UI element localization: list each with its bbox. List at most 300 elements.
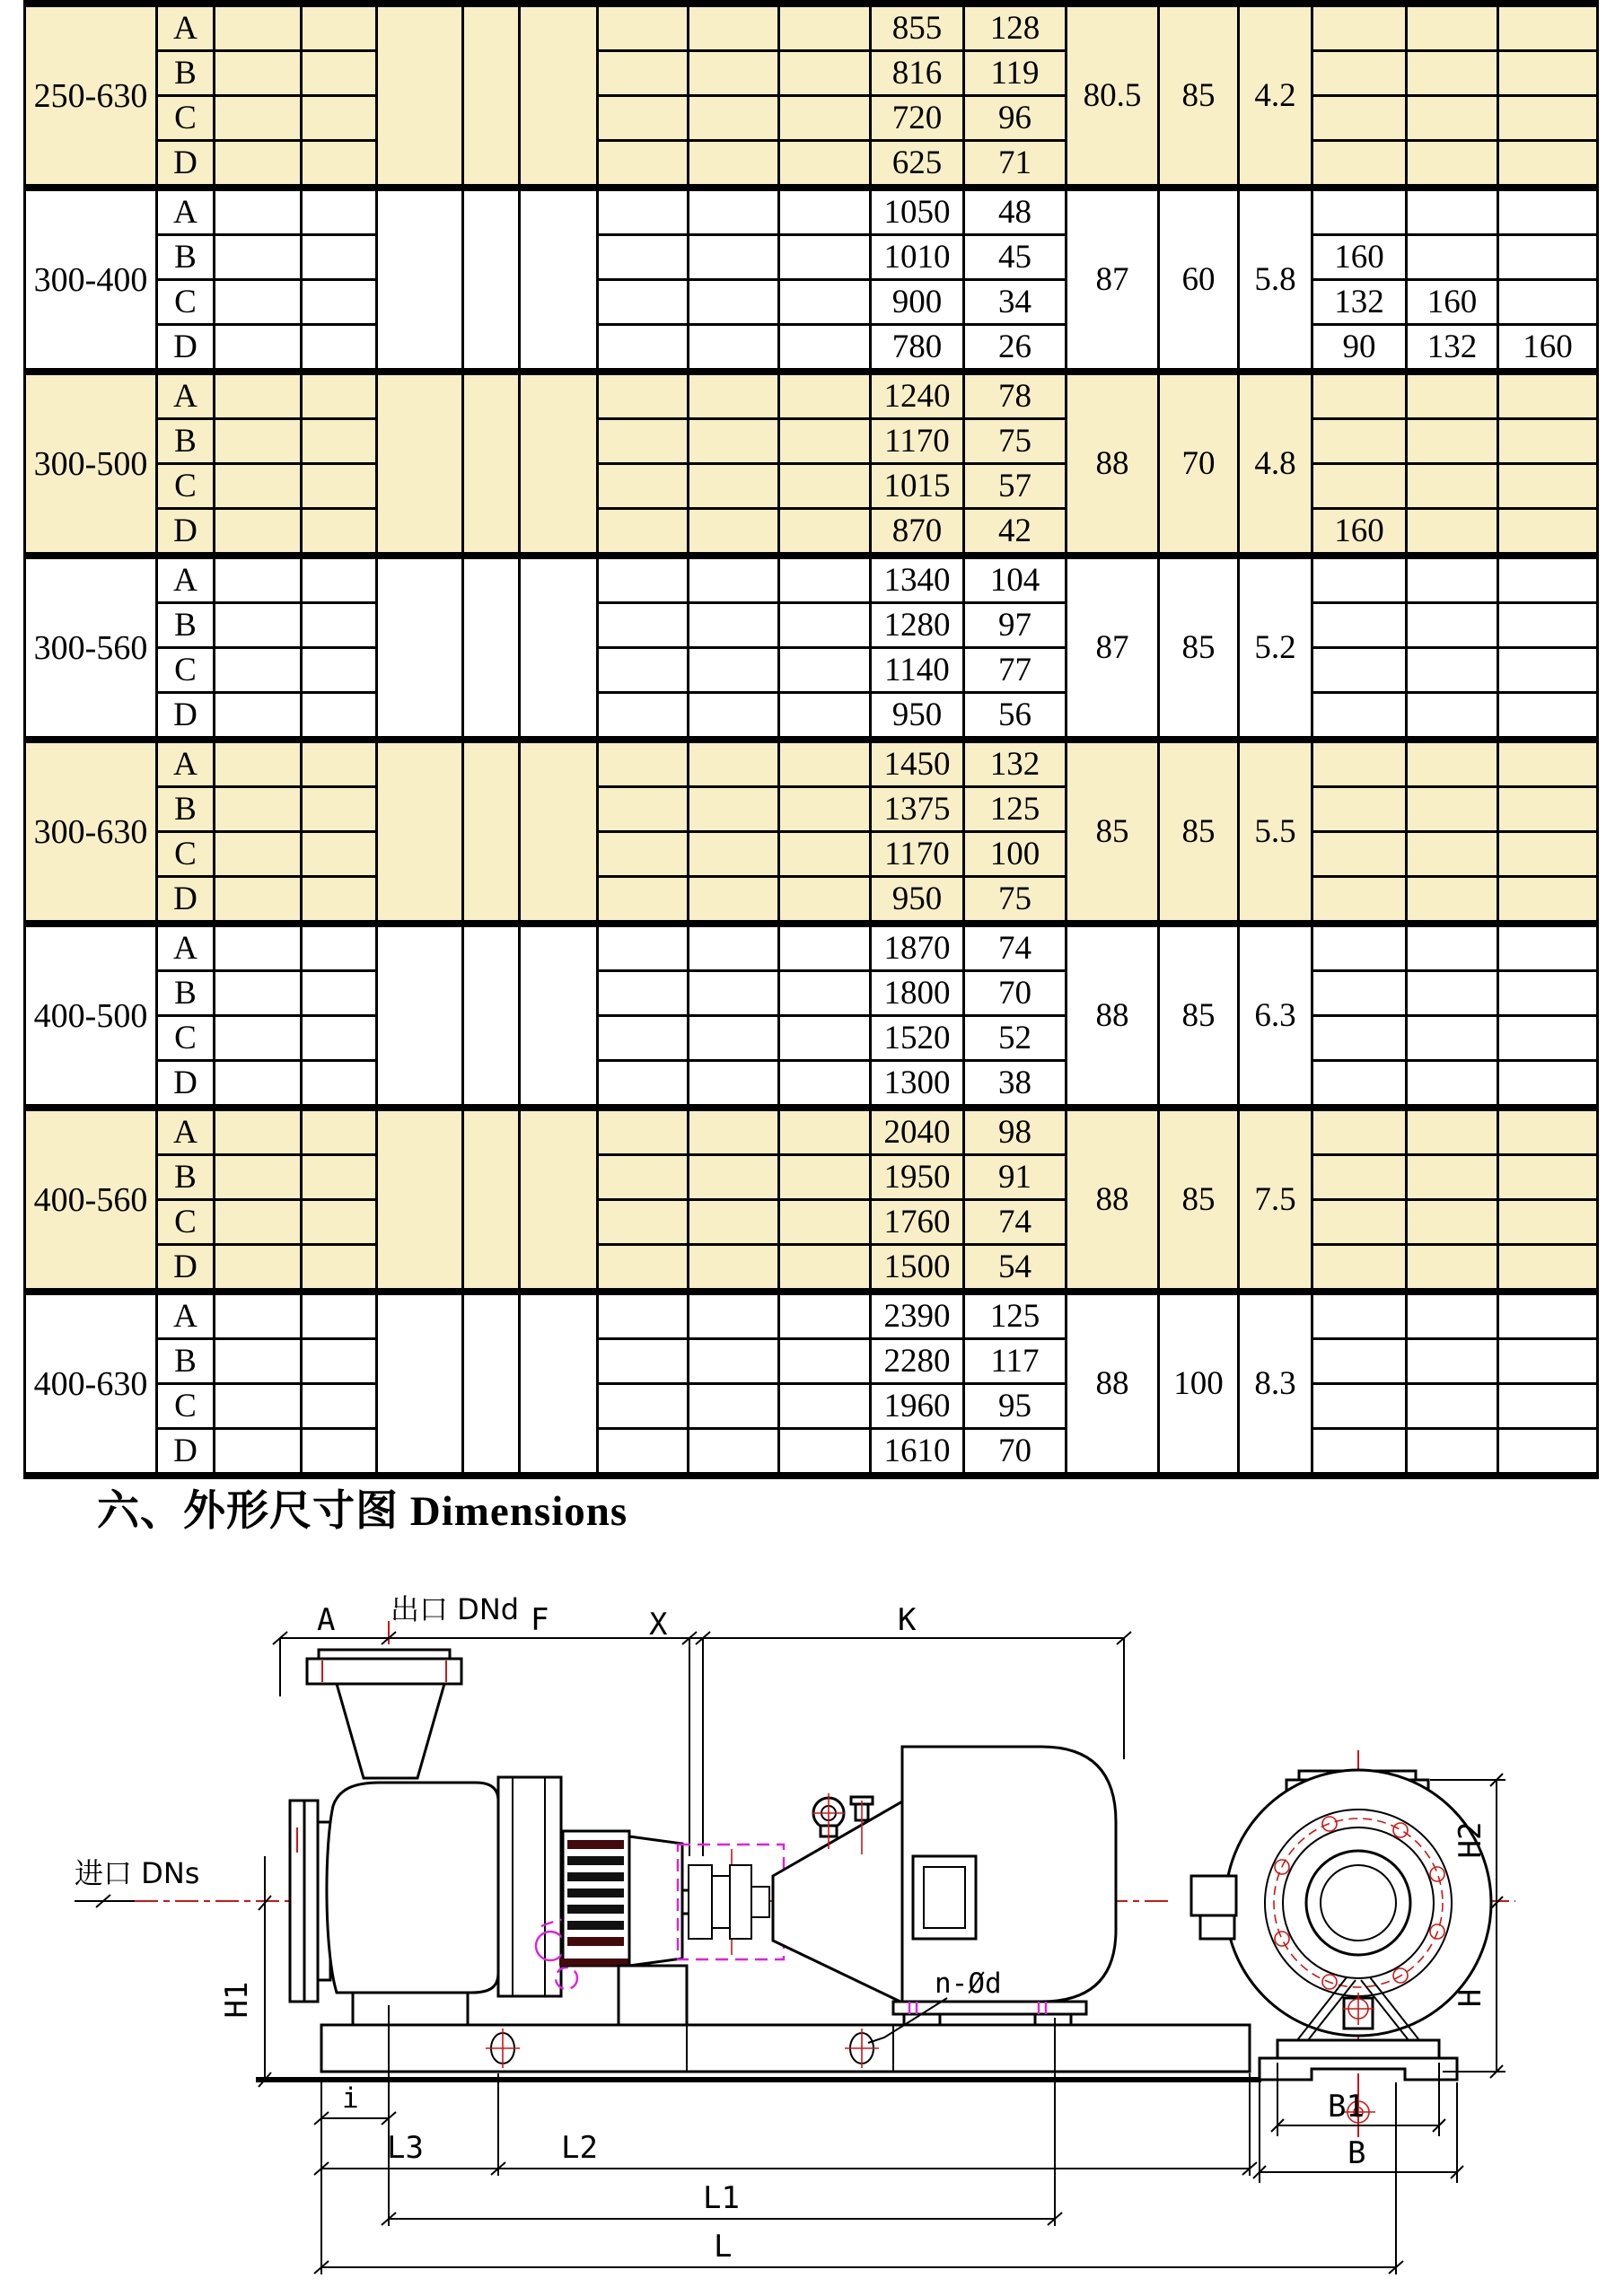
motor-value-cell <box>1312 1384 1407 1429</box>
variant-letter-cell: C <box>157 96 215 141</box>
spacer-cell <box>689 971 779 1016</box>
merged-spacer-cell <box>520 740 598 924</box>
motor-value-cell <box>1312 740 1407 787</box>
variant-letter-cell: A <box>157 1108 215 1155</box>
head-value-cell: 78 <box>964 372 1067 419</box>
spacer-cell <box>779 419 871 464</box>
head-value-cell: 45 <box>964 235 1067 280</box>
head-value-cell: 96 <box>964 96 1067 141</box>
head-value-cell: 26 <box>964 325 1067 372</box>
flow-value-cell: 1300 <box>871 1061 964 1109</box>
motor-value-cell <box>1312 141 1407 188</box>
variant-letter-cell: A <box>157 924 215 971</box>
casing-cover <box>498 1777 561 1996</box>
pump-side-view <box>290 1650 784 2025</box>
motor-value-cell <box>1498 1339 1598 1384</box>
motor-value-cell <box>1312 1429 1407 1477</box>
spacer-cell <box>215 1245 302 1293</box>
spacer-cell <box>779 924 871 971</box>
flow-value-cell: 1800 <box>871 971 964 1016</box>
model-cell: 400-560 <box>25 1108 157 1292</box>
table-row <box>25 51 1598 96</box>
flow-value-cell: 1240 <box>871 372 964 419</box>
spacer-cell <box>215 509 302 556</box>
spacer-cell <box>779 832 871 877</box>
group-value3-cell: 4.2 <box>1239 4 1312 188</box>
motor-value-cell <box>1498 971 1598 1016</box>
motor-value-cell <box>1312 1245 1407 1293</box>
spacer-cell <box>302 603 377 648</box>
head-value-cell: 98 <box>964 1108 1067 1155</box>
motor-value-cell <box>1407 1429 1498 1477</box>
variant-letter-cell: A <box>157 1292 215 1339</box>
spacer-cell <box>215 1108 302 1155</box>
spacer-cell <box>215 419 302 464</box>
spacer-cell <box>302 924 377 971</box>
dimensions-diagram <box>49 1587 1611 2296</box>
head-value-cell: 34 <box>964 280 1067 325</box>
motor-value-cell <box>1312 1155 1407 1200</box>
group-value2-cell: 85 <box>1159 740 1239 924</box>
table-row <box>25 556 1598 603</box>
spacer-cell <box>215 1200 302 1245</box>
spacer-cell <box>779 1061 871 1109</box>
variant-letter-cell: D <box>157 141 215 188</box>
table-row <box>25 280 1598 325</box>
model-cell: 300-500 <box>25 372 157 556</box>
model-cell: 250-630 <box>25 4 157 188</box>
spacer-cell <box>302 509 377 556</box>
motor-value-cell <box>1498 96 1598 141</box>
spacer-cell <box>215 603 302 648</box>
merged-spacer-cell <box>463 740 520 924</box>
dim-label-b: B <box>1347 2135 1366 2171</box>
group-value2-cell: 100 <box>1159 1292 1239 1476</box>
bearing-bracket <box>629 1836 682 1966</box>
table-row <box>25 1061 1598 1109</box>
spacer-cell <box>598 419 689 464</box>
motor-value-cell <box>1407 188 1498 235</box>
variant-letter-cell: B <box>157 1339 215 1384</box>
group-value2-cell: 85 <box>1159 556 1239 740</box>
group-value1-cell: 88 <box>1067 924 1159 1108</box>
spacer-cell <box>302 280 377 325</box>
spacer-cell <box>779 556 871 603</box>
group-value1-cell: 88 <box>1067 1292 1159 1476</box>
motor-value-cell <box>1312 1108 1407 1155</box>
spacer-cell <box>302 1245 377 1293</box>
spacer-cell <box>779 787 871 832</box>
group-value2-cell: 85 <box>1159 4 1239 188</box>
flow-value-cell: 2040 <box>871 1108 964 1155</box>
head-value-cell: 54 <box>964 1245 1067 1293</box>
merged-spacer-cell <box>377 188 463 372</box>
motor-value-cell <box>1498 1384 1598 1429</box>
spacer-cell <box>598 1016 689 1061</box>
spacer-cell <box>215 325 302 372</box>
merged-spacer-cell <box>520 4 598 188</box>
motor-value-cell <box>1498 4 1598 51</box>
spacer-cell <box>689 1292 779 1339</box>
flow-value-cell: 1760 <box>871 1200 964 1245</box>
group-value2-cell: 60 <box>1159 188 1239 372</box>
motor-value-cell <box>1407 740 1498 787</box>
head-value-cell: 75 <box>964 419 1067 464</box>
head-value-cell: 70 <box>964 1429 1067 1477</box>
merged-spacer-cell <box>520 1108 598 1292</box>
spacer-cell <box>215 141 302 188</box>
volute-casing <box>327 1783 498 1993</box>
motor-value-cell <box>1407 51 1498 96</box>
head-value-cell: 128 <box>964 4 1067 51</box>
spacer-cell <box>215 464 302 509</box>
spacer-cell <box>689 235 779 280</box>
spacer-cell <box>598 1108 689 1155</box>
motor-foot <box>904 2014 940 2025</box>
dim-label-h2: H2 <box>1453 1821 1488 1859</box>
merged-spacer-cell <box>377 4 463 188</box>
spacer-cell <box>779 1429 871 1477</box>
spacer-cell <box>689 556 779 603</box>
spacer-cell <box>598 787 689 832</box>
inlet-label: 进口 DNs <box>75 1856 200 1890</box>
motor-value-cell <box>1312 464 1407 509</box>
motor-value-cell <box>1498 648 1598 693</box>
table-row <box>25 188 1598 235</box>
spacer-cell <box>302 1339 377 1384</box>
merged-spacer-cell <box>463 4 520 188</box>
motor-value-cell <box>1312 1339 1407 1384</box>
motor-value-cell <box>1407 1200 1498 1245</box>
motor-value-cell <box>1498 1016 1598 1061</box>
motor-value-cell <box>1498 693 1598 741</box>
spacer-cell <box>302 971 377 1016</box>
motor-value-cell: 160 <box>1312 235 1407 280</box>
table-row <box>25 877 1598 925</box>
spacer-cell <box>779 51 871 96</box>
table-row <box>25 1200 1598 1245</box>
spacer-cell <box>215 51 302 96</box>
spacer-cell <box>215 556 302 603</box>
flow-value-cell: 2390 <box>871 1292 964 1339</box>
spacer-cell <box>302 4 377 51</box>
motor-value-cell <box>1407 464 1498 509</box>
motor-value-cell <box>1312 4 1407 51</box>
motor-value-cell <box>1407 603 1498 648</box>
motor-value-cell <box>1407 141 1498 188</box>
dim-label-x: X <box>649 1607 668 1643</box>
group-value3-cell: 6.3 <box>1239 924 1312 1108</box>
merged-spacer-cell <box>520 188 598 372</box>
model-cell: 300-400 <box>25 188 157 372</box>
spacer-cell <box>598 1155 689 1200</box>
head-value-cell: 117 <box>964 1339 1067 1384</box>
spacer-cell <box>689 1016 779 1061</box>
spacer-cell <box>598 693 689 741</box>
spacer-cell <box>689 787 779 832</box>
discharge-taper <box>337 1684 444 1778</box>
spacer-cell <box>215 924 302 971</box>
variant-letter-cell: B <box>157 51 215 96</box>
head-value-cell: 42 <box>964 509 1067 556</box>
table-row <box>25 1155 1598 1200</box>
spacer-cell <box>689 51 779 96</box>
variant-letter-cell: C <box>157 1384 215 1429</box>
merged-spacer-cell <box>377 372 463 556</box>
motor-value-cell <box>1498 509 1598 556</box>
motor-value-cell <box>1312 648 1407 693</box>
spacer-cell <box>779 1200 871 1245</box>
head-value-cell: 97 <box>964 603 1067 648</box>
variant-letter-cell: D <box>157 1061 215 1109</box>
motor-value-cell <box>1407 1384 1498 1429</box>
group-value2-cell: 85 <box>1159 924 1239 1108</box>
spacer-cell <box>689 1245 779 1293</box>
variant-letter-cell: D <box>157 693 215 741</box>
spacer-cell <box>598 877 689 925</box>
flow-value-cell: 1280 <box>871 603 964 648</box>
spacer-cell <box>302 1016 377 1061</box>
motor-value-cell <box>1407 648 1498 693</box>
spacer-cell <box>302 1292 377 1339</box>
model-cell: 400-630 <box>25 1292 157 1476</box>
spacer-cell <box>215 648 302 693</box>
motor-value-cell <box>1498 877 1598 925</box>
section-heading: 六、外形尺寸图 Dimensions <box>97 1488 628 1535</box>
table-row <box>25 1245 1598 1293</box>
head-value-cell: 104 <box>964 556 1067 603</box>
flow-value-cell: 900 <box>871 280 964 325</box>
group-value3-cell: 5.2 <box>1239 556 1312 740</box>
spacer-cell <box>598 1384 689 1429</box>
spacer-cell <box>779 464 871 509</box>
dim-label-f: F <box>531 1602 549 1638</box>
flow-value-cell: 816 <box>871 51 964 96</box>
variant-letter-cell: B <box>157 419 215 464</box>
spacer-cell <box>302 1384 377 1429</box>
spacer-cell <box>689 325 779 372</box>
dim-label-i: i <box>342 2082 359 2115</box>
spacer-cell <box>598 280 689 325</box>
table-row <box>25 832 1598 877</box>
spacer-cell <box>779 141 871 188</box>
flow-value-cell: 780 <box>871 325 964 372</box>
spacer-cell <box>302 464 377 509</box>
variant-letter-cell: D <box>157 1245 215 1293</box>
variant-letter-cell: B <box>157 971 215 1016</box>
flow-value-cell: 950 <box>871 877 964 925</box>
head-value-cell: 95 <box>964 1384 1067 1429</box>
motor-value-cell <box>1407 1016 1498 1061</box>
spacer-cell <box>598 1429 689 1477</box>
motor-value-cell <box>1312 556 1407 603</box>
head-value-cell: 75 <box>964 877 1067 925</box>
spacer-cell <box>598 141 689 188</box>
motor-value-cell: 160 <box>1498 325 1598 372</box>
head-value-cell: 91 <box>964 1155 1067 1200</box>
spacer-cell <box>302 556 377 603</box>
variant-letter-cell: A <box>157 188 215 235</box>
variant-letter-cell: B <box>157 1155 215 1200</box>
motor-value-cell: 160 <box>1407 280 1498 325</box>
merged-spacer-cell <box>377 924 463 1108</box>
motor-value-cell <box>1407 4 1498 51</box>
flow-value-cell: 1870 <box>871 924 964 971</box>
spacer-cell <box>598 648 689 693</box>
motor-value-cell <box>1498 1429 1598 1477</box>
head-value-cell: 70 <box>964 971 1067 1016</box>
spacer-cell <box>779 971 871 1016</box>
spacer-cell <box>779 740 871 787</box>
end-side-bracket <box>1191 1876 1236 1939</box>
table-row <box>25 1339 1598 1384</box>
motor-value-cell <box>1407 1292 1498 1339</box>
motor-value-cell: 132 <box>1312 280 1407 325</box>
merged-spacer-cell <box>377 740 463 924</box>
table-row <box>25 787 1598 832</box>
variant-letter-cell: C <box>157 280 215 325</box>
spacer-cell <box>598 1200 689 1245</box>
motor-value-cell <box>1407 1155 1498 1200</box>
motor-value-cell <box>1312 188 1407 235</box>
spacer-cell <box>215 372 302 419</box>
motor-value-cell <box>1407 877 1498 925</box>
spacer-cell <box>302 1061 377 1109</box>
table-row <box>25 1384 1598 1429</box>
variant-letter-cell: C <box>157 1200 215 1245</box>
spacer-cell <box>689 877 779 925</box>
flow-value-cell: 625 <box>871 141 964 188</box>
spacer-cell <box>215 832 302 877</box>
dim-label-l: L <box>714 2229 733 2265</box>
motor-value-cell <box>1312 924 1407 971</box>
spacer-cell <box>779 1384 871 1429</box>
motor-value-cell <box>1312 787 1407 832</box>
head-value-cell: 74 <box>964 924 1067 971</box>
spacer-cell <box>689 832 779 877</box>
head-value-cell: 52 <box>964 1016 1067 1061</box>
spacer-cell <box>215 1061 302 1109</box>
motor-value-cell <box>1407 419 1498 464</box>
head-value-cell: 119 <box>964 51 1067 96</box>
spacer-cell <box>689 1200 779 1245</box>
motor-value-cell <box>1407 693 1498 741</box>
spacer-cell <box>215 96 302 141</box>
motor-value-cell <box>1498 556 1598 603</box>
spacer-cell <box>779 603 871 648</box>
spacer-cell <box>689 1061 779 1109</box>
variant-letter-cell: A <box>157 556 215 603</box>
motor-foot <box>1035 2014 1071 2025</box>
spacer-cell <box>302 325 377 372</box>
flow-value-cell: 1520 <box>871 1016 964 1061</box>
spacer-cell <box>215 4 302 51</box>
motor-value-cell <box>1498 740 1598 787</box>
variant-letter-cell: B <box>157 603 215 648</box>
motor-value-cell <box>1312 693 1407 741</box>
model-cell: 400-500 <box>25 924 157 1108</box>
group-value2-cell: 85 <box>1159 1108 1239 1292</box>
group-value2-cell: 70 <box>1159 372 1239 556</box>
spacer-cell <box>598 1339 689 1384</box>
motor-value-cell <box>1407 509 1498 556</box>
spacer-cell <box>779 4 871 51</box>
motor-value-cell <box>1407 787 1498 832</box>
spacer-cell <box>598 740 689 787</box>
table-row <box>25 740 1598 787</box>
flow-value-cell: 870 <box>871 509 964 556</box>
spacer-cell <box>598 1061 689 1109</box>
flow-value-cell: 1170 <box>871 419 964 464</box>
variant-letter-cell: A <box>157 740 215 787</box>
motor-value-cell <box>1407 1339 1498 1384</box>
motor-value-cell <box>1498 372 1598 419</box>
dim-label-l3: L3 <box>387 2130 424 2166</box>
flow-value-cell: 950 <box>871 693 964 741</box>
motor-value-cell <box>1498 464 1598 509</box>
motor-value-cell <box>1407 372 1498 419</box>
spacer-cell <box>689 509 779 556</box>
spacer-cell <box>689 419 779 464</box>
spacer-cell <box>689 1339 779 1384</box>
spacer-cell <box>779 1108 871 1155</box>
spacer-cell <box>779 1016 871 1061</box>
inlet-callout <box>75 1856 199 1907</box>
pump-end-view <box>1191 1770 1505 2183</box>
spacer-cell <box>598 556 689 603</box>
spacer-cell <box>215 1292 302 1339</box>
group-value1-cell: 85 <box>1067 740 1159 924</box>
group-value1-cell: 88 <box>1067 372 1159 556</box>
table-row <box>25 464 1598 509</box>
motor-rail <box>893 2002 1086 2014</box>
spacer-cell <box>689 1384 779 1429</box>
group-value3-cell: 8.3 <box>1239 1292 1312 1476</box>
spacer-cell <box>215 1016 302 1061</box>
motor-value-cell <box>1312 372 1407 419</box>
motor-value-cell <box>1407 971 1498 1016</box>
spacer-cell <box>302 372 377 419</box>
motor-value-cell <box>1498 1292 1598 1339</box>
spacer-cell <box>302 1429 377 1477</box>
motor-value-cell <box>1498 1108 1598 1155</box>
motor-value-cell <box>1498 188 1598 235</box>
table-row <box>25 141 1598 188</box>
motor-value-cell <box>1312 51 1407 96</box>
flow-value-cell: 1450 <box>871 740 964 787</box>
spacer-cell <box>689 924 779 971</box>
spacer-cell <box>302 141 377 188</box>
table-row <box>25 603 1598 648</box>
motor-value-cell <box>1312 877 1407 925</box>
spacer-cell <box>689 96 779 141</box>
motor-value-cell <box>1498 235 1598 280</box>
h1-dimension <box>219 1856 271 2087</box>
spacer-cell <box>598 1245 689 1293</box>
flow-value-cell: 1375 <box>871 787 964 832</box>
motor-value-cell <box>1498 1061 1598 1109</box>
head-value-cell: 132 <box>964 740 1067 787</box>
group-value1-cell: 80.5 <box>1067 4 1159 188</box>
spacer-cell <box>302 832 377 877</box>
spacer-cell <box>598 509 689 556</box>
spacer-cell <box>302 740 377 787</box>
spacer-cell <box>215 877 302 925</box>
spacer-cell <box>779 509 871 556</box>
pump-support-foot <box>619 1966 687 2025</box>
motor-value-cell <box>1498 924 1598 971</box>
motor-value-cell <box>1407 96 1498 141</box>
